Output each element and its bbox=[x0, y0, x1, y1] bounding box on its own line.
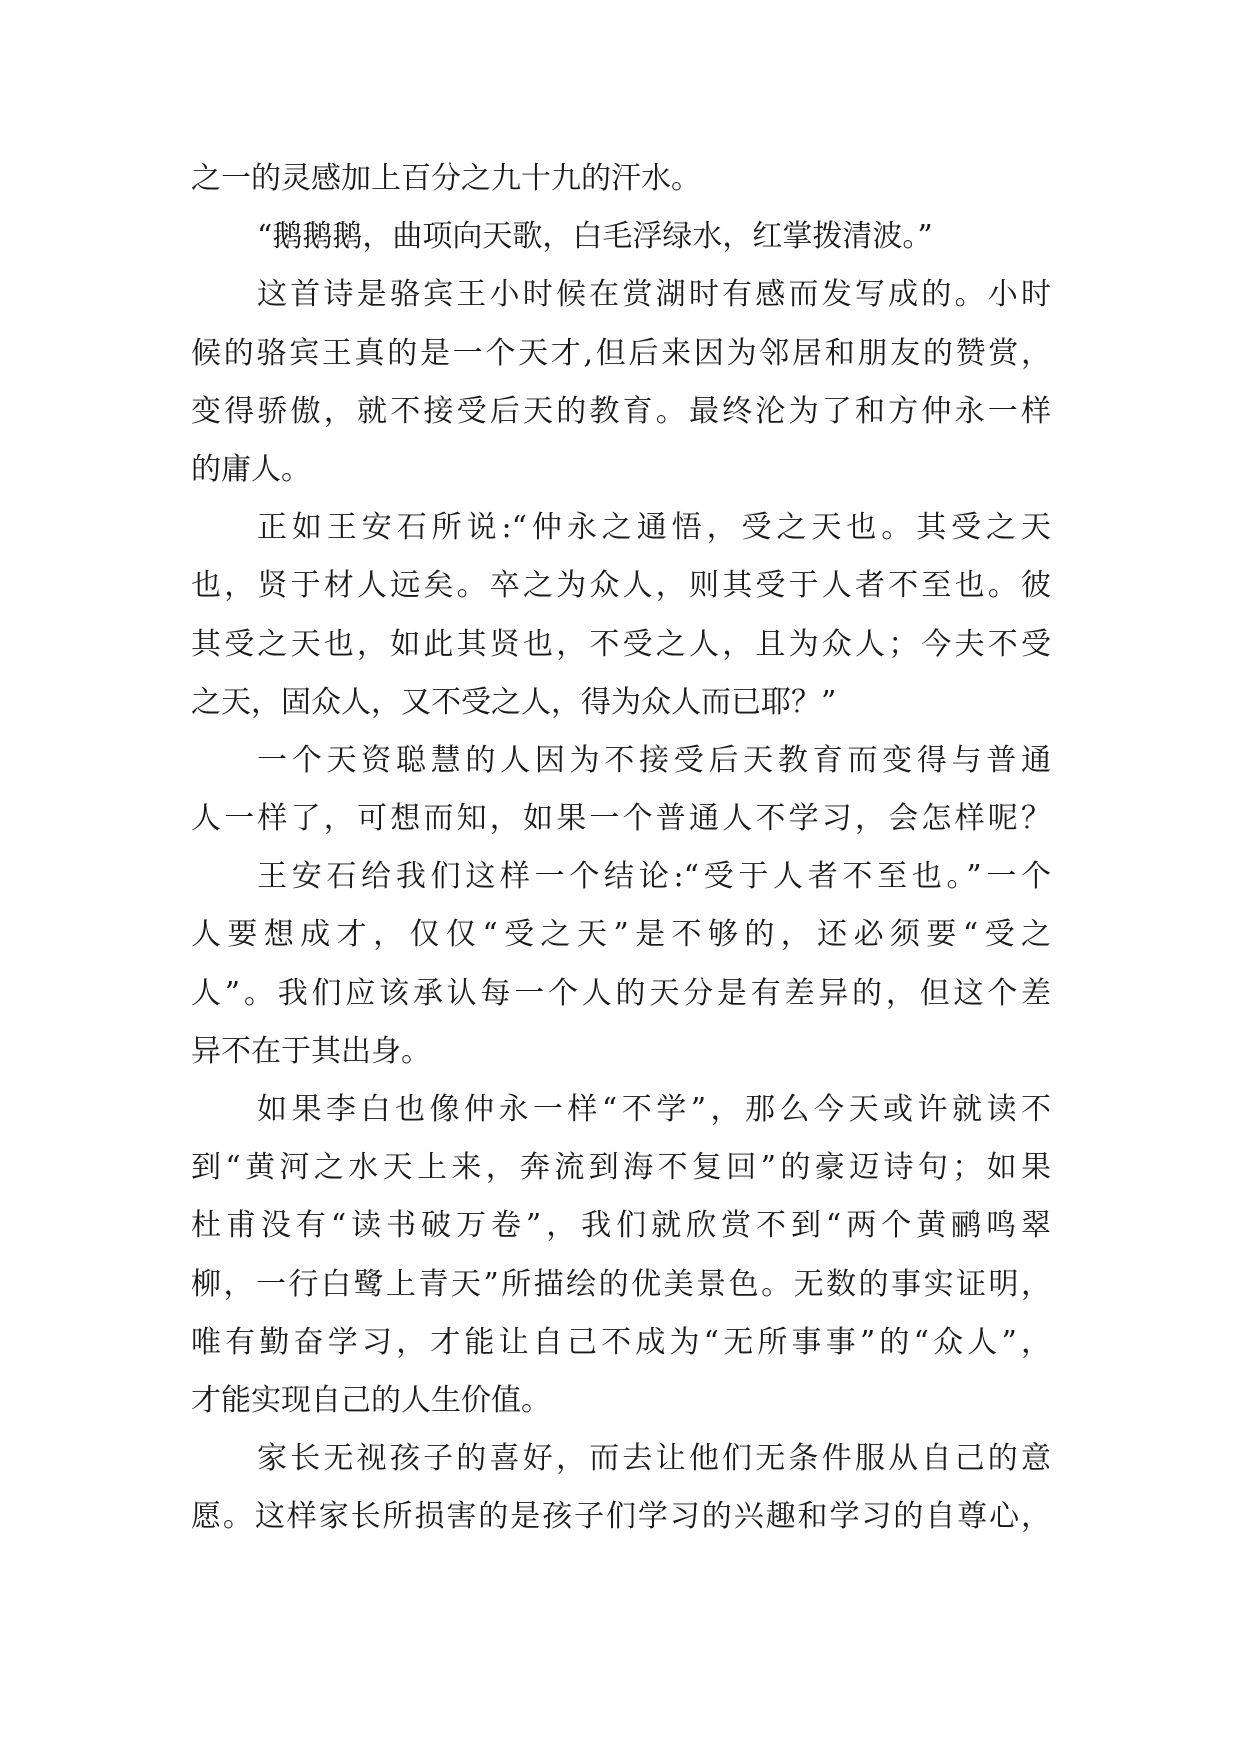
text-line: 人一样了，可想而知，如果一个普通人不学习，会怎样呢？ bbox=[191, 801, 1051, 837]
text-line: 柳，一行白鹭上青天”所描绘的优美景色。无数的事实证明， bbox=[191, 1266, 1051, 1302]
text-line: 愿。这样家长所损害的是孩子们学习的兴趣和学习的自尊心， bbox=[191, 1499, 1051, 1535]
text-line: 变得骄傲，就不接受后天的教育。最终沦为了和方仲永一样 bbox=[191, 393, 1051, 429]
text-line: 杜甫没有“读书破万卷”，我们就欣赏不到“两个黄鹂鸣翠 bbox=[191, 1208, 1051, 1244]
text-line: 这首诗是骆宾王小时候在赏湖时有感而发写成的。小时 bbox=[257, 277, 1051, 313]
text-line: 异不在于其出身。 bbox=[191, 1033, 431, 1069]
text-line: 的庸人。 bbox=[191, 451, 311, 487]
text-line: 一个天资聪慧的人因为不接受后天教育而变得与普通 bbox=[257, 742, 1051, 778]
text-line: 才能实现自己的人生价值。 bbox=[191, 1382, 551, 1418]
text-line: 之一的灵感加上百分之九十九的汗水。 bbox=[191, 161, 701, 196]
text-line: 到“黄河之水天上来，奔流到海不复回”的豪迈诗句；如果 bbox=[191, 1150, 1051, 1186]
text-line: 其受之天也，如此其贤也，不受之人，且为众人；今夫不受 bbox=[191, 626, 1051, 662]
text-line: 如果李白也像仲永一样“不学”，那么今天或许就读不 bbox=[257, 1092, 1051, 1127]
text-line: 之天，固众人，又不受之人，得为众人而已耶？” bbox=[191, 684, 837, 720]
text-line: 正如王安石所说:“仲永之通悟，受之天也。其受之天 bbox=[257, 510, 1051, 546]
text-line: 人要想成才，仅仅“受之天”是不够的，还必须要“受之 bbox=[191, 917, 1051, 953]
text-line: 候的骆宾王真的是一个天才,但后来因为邻居和朋友的赞赏， bbox=[191, 335, 1051, 371]
text-line: 唯有勤奋学习，才能让自己不成为“无所事事”的“众人”， bbox=[191, 1324, 1051, 1360]
text-line: 人”。我们应该承认每一个人的天分是有差异的，但这个差 bbox=[191, 975, 1051, 1011]
text-line: 王安石给我们这样一个结论:“受于人者不至也。”一个 bbox=[257, 859, 1051, 895]
document-body bbox=[191, 150, 1051, 1547]
text-line: 家长无视孩子的喜好，而去让他们无条件服从自己的意 bbox=[257, 1441, 1051, 1477]
text-line: 也，贤于材人远矣。卒之为众人，则其受于人者不至也。彼 bbox=[191, 568, 1051, 604]
text-line: “鹅鹅鹅，曲项向天歌，白毛浮绿水，红掌拨清波。” bbox=[257, 219, 933, 255]
